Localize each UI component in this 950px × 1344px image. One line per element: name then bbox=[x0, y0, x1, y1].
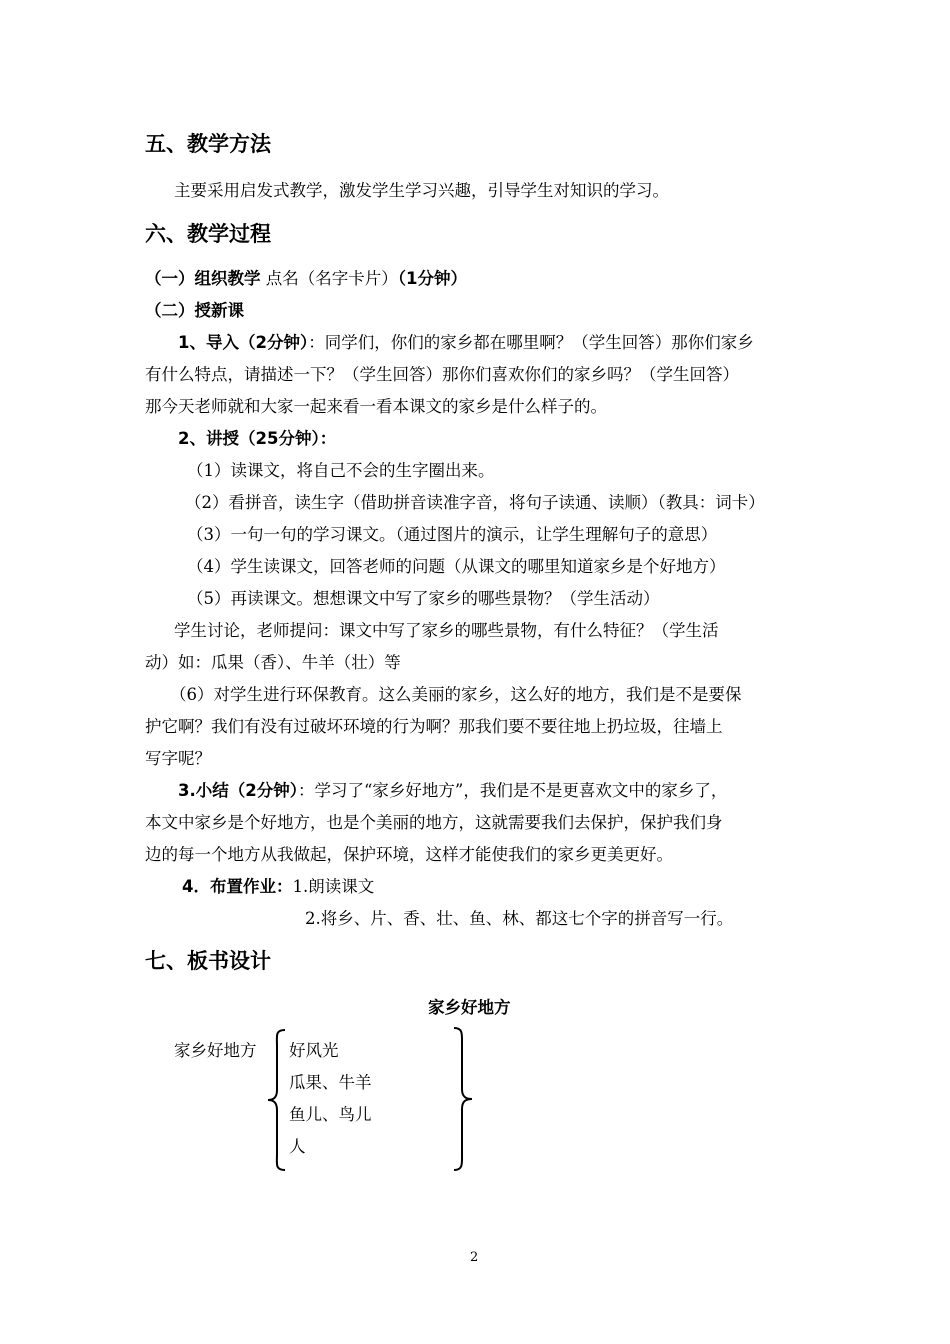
intro-line-1 bbox=[178, 329, 754, 353]
board-title: 家乡好地方 bbox=[428, 998, 511, 1017]
item-6-line-1: （6）对学生进行环保教育。这么美丽的家乡，这么好的地方，我们是不是要保 bbox=[170, 685, 742, 704]
summary-text-1: ：学习了“家乡好地方”，我们是不是更喜欢文中的家乡了， bbox=[297, 781, 728, 800]
right-brace-icon bbox=[450, 1026, 476, 1172]
lecture-item-4: （4）学生读课文，回答老师的问题（从课文的哪里知道家乡是个好地方） bbox=[187, 557, 726, 576]
homework-item-1: 1.朗读课文 bbox=[292, 877, 375, 896]
left-brace-icon bbox=[265, 1028, 289, 1172]
lecture-item-1: （1）读课文，将自己不会的生字圈出来。 bbox=[187, 461, 495, 480]
summary-line-3: 边的每一个地方从我做起，保护环境，这样才能使我们的家乡更美更好。 bbox=[145, 845, 673, 864]
board-item-1: 好风光 bbox=[289, 1041, 339, 1060]
homework-line-1 bbox=[182, 873, 374, 897]
lecture-item-5: （5）再读课文。想想课文中写了家乡的哪些景物？（学生活动） bbox=[187, 589, 660, 608]
board-item-3: 鱼儿、鸟儿 bbox=[289, 1105, 372, 1124]
lecture-item-3: （3）一句一句的学习课文。（通过图片的演示，让学生理解句子的意思） bbox=[187, 525, 718, 544]
item-6-line-2: 护它啊？我们有没有过破坏环境的行为啊？那我们要不要往地上扔垃圾，往墙上 bbox=[145, 717, 723, 736]
part-2-label: （二）授新课 bbox=[145, 301, 244, 320]
part-1-text: 点名（名字卡片） bbox=[260, 269, 398, 288]
summary-line-2: 本文中家乡是个好地方，也是个美丽的地方，这就需要我们去保护，保护我们身 bbox=[145, 813, 723, 832]
homework-label: 4．布置作业： bbox=[182, 877, 293, 896]
section-7-heading: 七、板书设计 bbox=[145, 949, 271, 973]
summary-line-1 bbox=[178, 777, 727, 801]
summary-label: 3.小结（2分钟） bbox=[178, 781, 298, 800]
intro-line-3: 那今天老师就和大家一起来看一看本课文的家乡是什么样子的。 bbox=[145, 397, 607, 416]
intro-line-2: 有什么特点，请描述一下？（学生回答）那你们喜欢你们的家乡吗？（学生回答） bbox=[145, 365, 739, 384]
board-item-2: 瓜果、牛羊 bbox=[289, 1073, 372, 1092]
section-5-body: 主要采用启发式教学，激发学生学习兴趣，引导学生对知识的学习。 bbox=[174, 181, 669, 200]
board-item-4: 人 bbox=[289, 1137, 306, 1156]
section-6-heading: 六、教学过程 bbox=[145, 222, 271, 246]
intro-label: 1、导入（2分钟） bbox=[178, 333, 309, 352]
discussion-line-2: 动）如：瓜果（香）、牛羊（壮）等 bbox=[145, 653, 401, 672]
intro-text-1: ：同学们，你们的家乡都在哪里啊？（学生回答）那你们家乡 bbox=[308, 333, 754, 352]
item-6-line-3: 写字呢？ bbox=[145, 749, 211, 768]
lecture-label: 2、讲授（25分钟）： bbox=[178, 429, 337, 448]
board-left-label: 家乡好地方 bbox=[174, 1041, 257, 1060]
part-1-time: （1分钟） bbox=[397, 269, 467, 288]
page-number: 2 bbox=[470, 1250, 479, 1265]
section-5-heading: 五、教学方法 bbox=[145, 132, 271, 156]
homework-item-2: 2.将乡、片、香、壮、鱼、林、都这七个字的拼音写一行。 bbox=[305, 909, 734, 928]
discussion-line-1: 学生讨论，老师提问：课文中写了家乡的哪些景物，有什么特征？（学生活 bbox=[174, 621, 719, 640]
lecture-item-2: （2）看拼音，读生字（借助拼音读准字音，将句子读通、读顺）（教具：词卡） bbox=[185, 493, 765, 512]
part-1-label: （一）组织教学 bbox=[145, 269, 261, 288]
part-1-line bbox=[145, 265, 467, 289]
